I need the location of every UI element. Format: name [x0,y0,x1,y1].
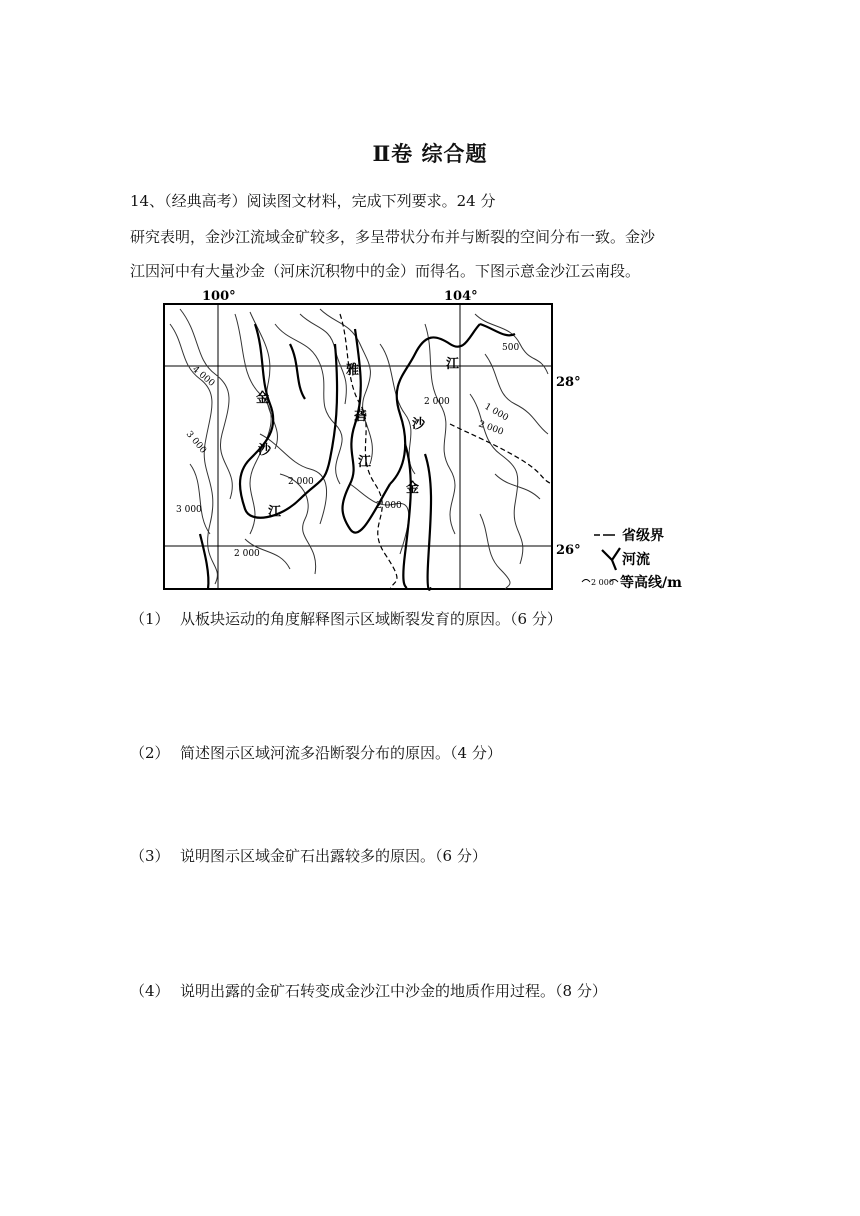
contour-label: 3 000 [176,505,202,515]
subquestion-text: 简述图示区域河流多沿断裂分布的原因。（4 分） [180,744,502,762]
river-char: 砻 [354,409,368,424]
contour-label: 3 000 [183,429,208,456]
subquestion-number: （3） [130,847,170,865]
subquestion-4 [130,980,607,1001]
contour-label: 4 000 [190,364,217,389]
map-legend [582,527,682,591]
contour-label: 2 000 [288,477,314,487]
contour-label: 2 000 [234,549,260,559]
legend-contour-symbol-left [582,580,590,583]
legend-river-symbol [602,548,620,570]
contour-label: 1 000 [482,401,510,424]
legend-river-label: 河流 [622,552,650,568]
river-char: 江 [268,505,282,520]
river-char: 沙 [412,417,426,432]
river-char: 沙 [258,443,272,458]
contour-label: 2 000 [376,501,402,511]
contour-label: 500 [502,343,520,353]
river-names [256,357,460,520]
river-char: 金 [256,391,270,406]
tributary-2 [425,454,431,590]
subquestion-3 [130,845,487,866]
subquestion-1 [130,608,562,629]
subquestion-number: （4） [130,982,170,1000]
subquestion-text: 说明出露的金矿石转变成金沙江中沙金的地质作用过程。（8 分） [180,982,607,1000]
material-text-line-1: 研究表明，金沙江流域金矿较多，多呈带状分布并与断裂的空间分布一致。金沙 [130,228,656,246]
jinsha-river-map [150,284,710,594]
river-char: 江 [446,357,460,372]
provincial-boundary [340,314,397,589]
section-title: Ⅱ卷 综合题 [372,141,488,166]
lon-label-100: 100° [202,289,236,304]
river-char: 雅 [346,363,360,378]
legend-contour-label: 等高线/m [620,575,682,591]
lon-label-104: 104° [444,289,478,304]
tributary-5 [480,324,515,335]
legend-contour-sample: 2 000 [591,578,614,587]
river-char: 金 [406,481,420,496]
question-header: 14、（经典高考）阅读图文材料，完成下列要求。24 分 [130,192,496,210]
tributary-1 [403,444,410,589]
subquestion-text: 从板块运动的角度解释图示区域断裂发育的原因。（6 分） [180,610,562,628]
tributary-4 [290,344,305,399]
jinsha-river-west [240,324,337,518]
contour-label: 2 000 [424,397,450,407]
material-text-line-2: 江因河中有大量沙金（河床沉积物中的金）而得名。下图示意金沙江云南段。 [130,262,641,280]
subquestion-2 [130,742,502,763]
subquestion-number: （1） [130,610,170,628]
lat-label-28: 28° [556,375,581,390]
river-char: 江 [358,455,372,470]
contour-label: 2 000 [476,419,505,438]
subquestion-text: 说明图示区域金矿石出露较多的原因。（6 分） [180,847,487,865]
lat-label-26: 26° [556,543,581,558]
subquestion-number: （2） [130,744,170,762]
legend-boundary-label: 省级界 [622,528,664,544]
